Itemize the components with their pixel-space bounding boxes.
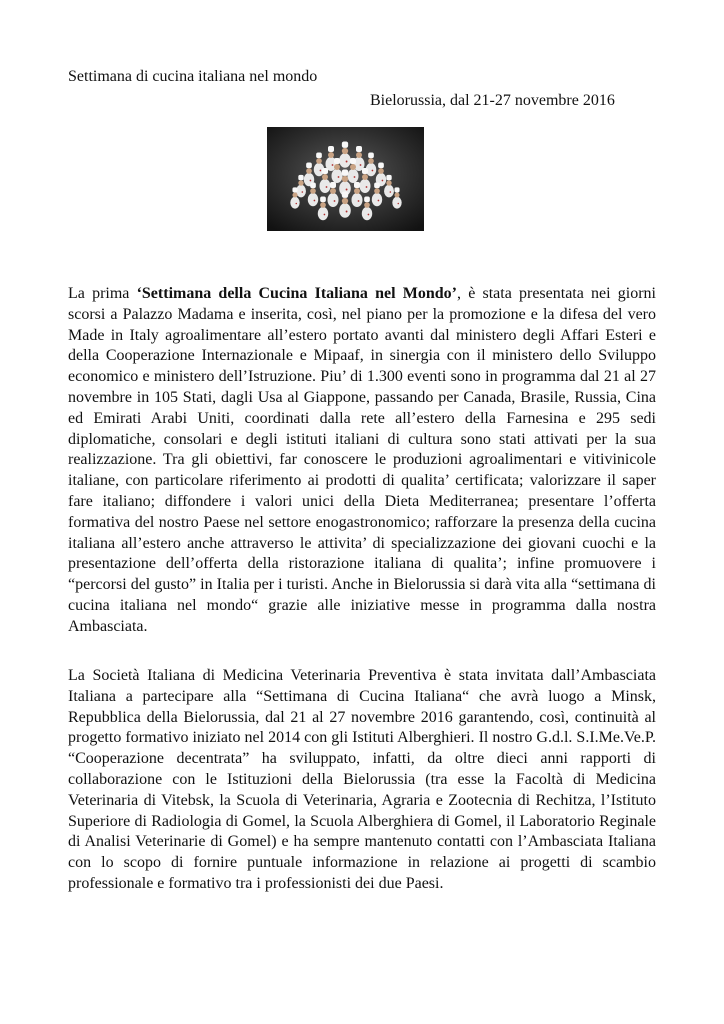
group-of-chefs-photo <box>267 127 424 231</box>
document-title: Settimana di cucina italiana nel mondo <box>68 68 318 85</box>
paragraph-lead: La prima <box>68 285 137 302</box>
place-date: Bielorussia, dal 21-27 novembre 2016 <box>370 92 615 109</box>
paragraph-simevep <box>68 666 656 895</box>
paragraph-body: La Società Italiana di Medicina Veterinaria Preventiva è stata invitata dall’Ambasciata Italiana a partecipare alla “Settimana di Cucina Italiana“ che avrà luogo a Minsk, Repubblica della Bielorussia, dal 21 al 27 novembre 2016 garantendo, così, continuità al progetto formativo iniziato nel 2014 con gli Istituti Alberghieri. Il nostro G.d.l. S.I.Me.Ve.P. “Cooperazione decentrata” ha sviluppato, infatti, da oltre dieci anni rapporti di collaborazione con le Istituzioni della Bielorussia (tra esse la Facoltà di Medicina Veterinaria di Vitebsk, la Scuola di Veterinaria, Agraria e Zootecnia di Rechitza, l’Istituto Superiore di Radiologia di Gomel, la Scuola Alberghiera di Gomel, il Laboratorio Reginale di Analisi Veterinarie di Gomel) e ha sempre mantenuto contatti con l’Ambasciata Italiana con lo scopo di fornire puntuale informazione in relazione ai progetti di scambio professionale e formativo tra i professionisti dei due Paesi. <box>68 667 656 892</box>
event-name-bold: ‘Settimana della Cucina Italiana nel Mondo’ <box>136 285 457 302</box>
paragraph-body: , è stata presentata nei giorni scorsi a Palazzo Madama e inserita, così, nel piano per la promozione e la difesa del vero Made in Italy agroalimentare all’estero portato avanti dal ministero degli Affari Esteri e della Cooperazione Internazionale e Mipaaf, in sinergia con il ministero dello Sviluppo economico e ministero dell’Istruzione. Piu’ di 1.300 eventi sono in programma dal 21 al 27 novembre in 105 Stati, dagli Usa al Giappone, passando per Canada, Brasile, Russia, Cina ed Emirati Arabi Uniti, coordinati dalla rete all’estero della Farnesina e 295 sedi diplomatiche, consolari e degli istituti italiani di cultura sono stati attivati per la sua realizzazione. Tra gli obiettivi, far conoscere le produzioni agroalimentari e vitivinicole italiane, con particolare riferimento ai prodotti di qualita’ certificata; valorizzare il saper fare italiano; diffondere i valori unici della Dieta Mediterranea; presentare l’offerta formativa del nostro Paese nel settore enogastronomico; rafforzare la presenza della cucina italiana all’estero anche attraverso le attivita’ di specializzazione dei giovani cuochi e la presentazione dell’offerta della ristorazione italiana di qualita’; infine promuovere i “percorsi del gusto” in Italia per i turisti. Anche in Bielorussia si darà vita alla “settimana di cucina italiana nel mondo“ grazie alle iniziative messe in programma dalla nostra Ambasciata. <box>68 285 656 635</box>
paragraph-settimana <box>68 284 656 638</box>
chefs-illustration <box>267 127 424 231</box>
